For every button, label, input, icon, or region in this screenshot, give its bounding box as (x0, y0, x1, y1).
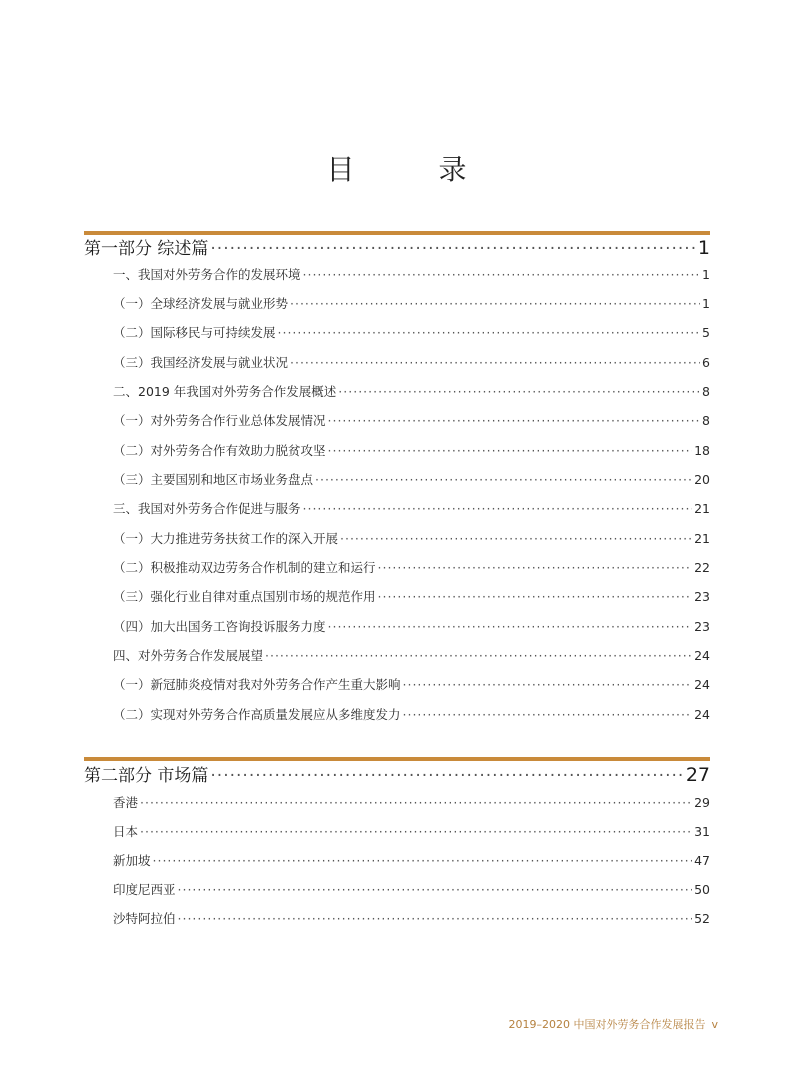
toc-page-number: 24 (694, 677, 710, 692)
toc-entry-label: 一、我国对外劳务合作的发展环境 (113, 267, 301, 282)
toc-leader-dots (290, 355, 700, 370)
page-title: 目 录 (326, 153, 495, 186)
toc-entry-label: （二）对外劳务合作有效助力脱贫攻坚 (113, 443, 326, 458)
toc-entry[interactable] (113, 470, 710, 488)
toc-entry-label: （一）对外劳务合作行业总体发展情况 (113, 413, 326, 428)
toc-entry-label: （四）加大出国务工咨询投诉服务力度 (113, 619, 326, 634)
toc-leader-dots (210, 766, 683, 786)
toc-leader-dots (140, 824, 692, 839)
toc-leader-dots (328, 413, 701, 428)
toc-page-number: 47 (694, 853, 710, 868)
toc-leader-dots (315, 472, 692, 487)
toc-page-number: 8 (702, 384, 710, 399)
toc-page-number: 31 (694, 824, 710, 839)
toc-leader-dots (303, 501, 693, 516)
toc-entry[interactable] (113, 323, 710, 341)
toc-entry[interactable] (113, 411, 710, 429)
toc-page-number: 1 (702, 267, 710, 282)
toc-leader-dots (210, 239, 696, 259)
toc-leader-dots (403, 707, 693, 722)
toc-leader-dots (178, 882, 693, 897)
toc-page-number: 29 (694, 795, 710, 810)
toc-entry-label: 三、我国对外劳务合作促进与服务 (113, 501, 301, 516)
toc-page-number: 22 (694, 560, 710, 575)
toc-page-number: 20 (694, 472, 710, 487)
toc-leader-dots (403, 677, 693, 692)
toc-page-number: 6 (702, 355, 710, 370)
toc-page-number: 1 (697, 237, 710, 259)
toc-entry-label: 沙特阿拉伯 (113, 911, 176, 926)
toc-entry[interactable] (113, 265, 710, 283)
toc-entry[interactable] (113, 646, 710, 664)
toc-entry-label: 日本 (113, 824, 139, 839)
toc-entry-label: （一）新冠肺炎疫情对我对外劳务合作产生重大影响 (113, 677, 401, 692)
footer-report-title: 2019–2020 中国对外劳务合作发展报告 (508, 1018, 706, 1031)
toc-entry[interactable] (113, 822, 710, 840)
toc-leader-dots (278, 325, 701, 340)
toc-entry[interactable] (113, 851, 710, 869)
toc-page-number: 52 (694, 911, 710, 926)
toc-leader-dots (303, 267, 701, 282)
toc-leader-dots (340, 531, 692, 546)
toc-entry-label: 二、2019 年我国对外劳务合作发展概述 (113, 384, 337, 399)
toc-part-label: 第一部分 综述篇 (84, 239, 209, 259)
toc-part-2[interactable] (84, 761, 710, 786)
toc-page-number: 50 (694, 882, 710, 897)
toc-page-number: 21 (694, 501, 710, 516)
toc-entry-label: （三）主要国别和地区市场业务盘点 (113, 472, 314, 487)
toc-part-1[interactable] (84, 234, 710, 259)
toc-entry[interactable] (113, 529, 710, 547)
toc-leader-dots (140, 795, 692, 810)
toc-entry-label: 香港 (113, 795, 139, 810)
toc-leader-dots (328, 443, 693, 458)
page-footer (0, 1016, 718, 1032)
toc-entry-label: （一）全球经济发展与就业形势 (113, 296, 289, 311)
toc-entry-label: 四、对外劳务合作发展展望 (113, 648, 264, 663)
toc-page-number: 24 (694, 648, 710, 663)
toc-leader-dots (378, 589, 693, 604)
toc-page-number: 18 (694, 443, 710, 458)
footer-page-number: v (711, 1018, 718, 1031)
toc-page-number: 23 (694, 619, 710, 634)
toc-entry[interactable] (113, 880, 710, 898)
toc-entry[interactable] (113, 793, 710, 811)
toc-leader-dots (265, 648, 692, 663)
toc-entry[interactable] (113, 294, 710, 312)
toc-entry-label: （一）大力推进劳务扶贫工作的深入开展 (113, 531, 339, 546)
toc-leader-dots (328, 619, 693, 634)
toc-entry[interactable] (113, 617, 710, 635)
toc-entry[interactable] (113, 441, 710, 459)
toc-entry-label: （二）积极推动双边劳务合作机制的建立和运行 (113, 560, 376, 575)
toc-page-number: 1 (702, 296, 710, 311)
toc-entry[interactable] (113, 675, 710, 693)
toc-leader-dots (153, 853, 693, 868)
toc-entry-label: （二）国际移民与可持续发展 (113, 325, 276, 340)
toc-leader-dots (178, 911, 693, 926)
toc-page-number: 5 (702, 325, 710, 340)
toc-entry[interactable] (113, 558, 710, 576)
toc-page-number: 8 (702, 413, 710, 428)
toc-entry-label: 新加坡 (113, 853, 151, 868)
toc-entry[interactable] (113, 499, 710, 517)
toc-leader-dots (338, 384, 700, 399)
toc-entry-label: （三）强化行业自律对重点国别市场的规范作用 (113, 589, 376, 604)
toc-entry[interactable] (113, 353, 710, 371)
toc-page-number: 27 (685, 764, 710, 786)
toc-page-number: 24 (694, 707, 710, 722)
toc-entry[interactable] (113, 705, 710, 723)
toc-entry-label: （二）实现对外劳务合作高质量发展应从多维度发力 (113, 707, 401, 722)
toc-entry[interactable] (113, 909, 710, 927)
toc-entry[interactable] (113, 382, 710, 400)
toc-entry[interactable] (113, 587, 710, 605)
toc-leader-dots (378, 560, 693, 575)
toc-leader-dots (290, 296, 700, 311)
toc-entry-label: 印度尼西亚 (113, 882, 176, 897)
toc-part-label: 第二部分 市场篇 (84, 766, 209, 786)
toc-page-number: 21 (694, 531, 710, 546)
toc-entry-label: （三）我国经济发展与就业状况 (113, 355, 289, 370)
toc-page-number: 23 (694, 589, 710, 604)
